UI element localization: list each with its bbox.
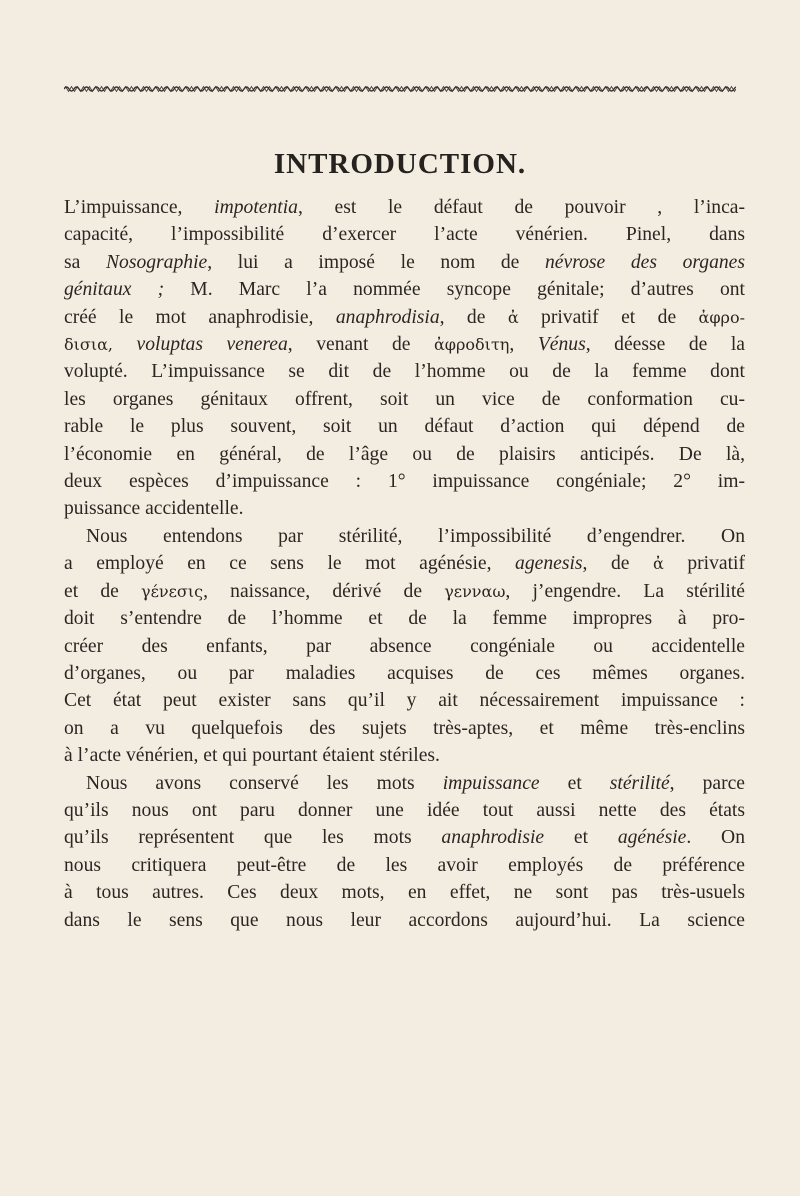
greek-word: ἀφροδιτη (434, 335, 510, 355)
italic-term: agenesis (515, 553, 583, 575)
greek-word: δισια, (64, 335, 113, 355)
text-run: a employé en ce sens le mot agénésie, (64, 553, 516, 575)
italic-term: anaphrodisie (441, 827, 545, 849)
text-run: et (544, 827, 618, 849)
text-run: à l’acte vénérien, et qui pourtant étaient stériles. (64, 745, 440, 767)
text-run: Nous avons conservé les mots (86, 772, 443, 794)
text-run: . On (686, 827, 745, 849)
text-line (64, 358, 745, 385)
text-run: L’impuissance, (64, 197, 215, 218)
text-run: créé le mot anaphrodisie, (64, 306, 336, 328)
text-run: Nous entendons par stérilité, l’impossibilité d’engendrer. On (86, 525, 745, 547)
italic-term: agénésie (617, 827, 687, 849)
text-run: , j’engendre. La stérilité (505, 580, 745, 602)
text-run: , parce (669, 772, 746, 794)
text-line (64, 633, 745, 660)
text-run: sa (64, 251, 106, 273)
text-run: doit s’entendre de l’homme et de la femme impropres à pro- (64, 608, 745, 630)
text-line (64, 605, 745, 632)
text-run: dans le sens que nous leur accordons aujourd’hui. La science (64, 909, 745, 931)
text-line (64, 687, 745, 714)
text-line (64, 304, 745, 331)
text-line (64, 742, 745, 769)
text-run: M. Marc l’a nommée syncope génitale; d’autres ont (164, 279, 745, 301)
text-run: puissance accidentelle. (64, 498, 244, 520)
text-line (64, 194, 745, 221)
text-line (64, 523, 745, 550)
text-run: privatif (663, 553, 746, 575)
text-run: volupté. L’impuissance se dit de l’homme ou de la femme dont (64, 361, 745, 383)
text-run: on a vu quelquefois des sujets très-aptes, et même très-enclins (64, 717, 745, 739)
italic-term: Nosographie (105, 251, 208, 273)
text-run: rable le plus souvent, soit un défaut d’action qui dépend de (64, 416, 745, 438)
text-line (64, 907, 745, 934)
text-run: à tous autres. Ces deux mots, en effet, ne sont pas très-usuels (64, 882, 745, 904)
greek-word: ἀ (507, 307, 519, 327)
text-run: Cet état peut exister sans qu’il y ait nécessairement impuissance : (64, 690, 745, 712)
text-run: , de (439, 306, 508, 328)
italic-term: impuissance (442, 772, 540, 794)
text-line (64, 578, 745, 605)
greek-word: ἀφρο- (698, 307, 745, 327)
text-run: , naissance, dérivé de (203, 580, 445, 602)
text-run: , de (582, 553, 653, 575)
text-line (64, 468, 745, 495)
text-run: les organes génitaux offrent, soit un vice de conformation cu- (64, 388, 745, 410)
text-run: et de (64, 580, 142, 602)
text-run: privatif et de (518, 306, 699, 328)
italic-term: génitaux ; (64, 279, 165, 301)
text-run: qu’ils représentent que les mots (64, 827, 442, 849)
greek-word: ἀ (652, 554, 664, 574)
italic-term: Vénus (537, 334, 586, 356)
text-line (64, 770, 745, 797)
text-run: , déesse de la (585, 334, 745, 356)
text-run: l’économie en général, de l’âge ou de plaisirs anticipés. De là, (64, 443, 745, 465)
text-run: deux espèces d’impuissance : 1° impuissance congéniale; 2° im- (64, 471, 745, 493)
text-run (113, 334, 137, 355)
text-line (64, 441, 745, 468)
text-run: , (509, 334, 538, 356)
text-run: capacité, l’impossibilité d’exercer l’acte vénérien. Pinel, dans (64, 224, 745, 246)
italic-term: voluptas venerea (136, 334, 288, 356)
italic-term: névrose des organes (545, 251, 745, 273)
text-line (64, 660, 745, 687)
text-line (64, 386, 745, 413)
text-run: qu’ils nous ont paru donner une idée tout aussi nette des états (64, 799, 745, 821)
text-line (64, 824, 745, 851)
text-run: et (539, 772, 610, 794)
text-run: , lui a imposé le nom de (207, 251, 545, 273)
greek-word: γενναω (444, 581, 506, 601)
text-line (64, 221, 745, 248)
text-line (64, 495, 745, 522)
text-line (64, 852, 745, 879)
text-run: créer des enfants, par absence congéniale ou accidentelle (64, 635, 745, 657)
text-line (64, 249, 745, 276)
text-line (64, 797, 745, 824)
text-run: , est le défaut de pouvoir , l’inca- (297, 197, 745, 218)
text-run: d’organes, ou par maladies acquises de ces mêmes organes. (64, 662, 745, 684)
text-line (64, 715, 745, 742)
greek-word: γένεσις (141, 581, 204, 601)
page-title: INTRODUCTION. (273, 148, 527, 180)
text-line (64, 331, 745, 358)
body-text (64, 194, 745, 934)
italic-term: impotentia (214, 197, 298, 218)
wavy-rule-ornament (64, 84, 736, 94)
text-line (64, 879, 745, 906)
text-line (64, 276, 745, 303)
text-line (64, 550, 745, 577)
italic-term: stérilité (609, 772, 670, 794)
italic-term: anaphrodisia (335, 306, 440, 328)
text-run: , venant de (287, 334, 434, 356)
text-line (64, 413, 745, 440)
text-run: nous critiquera peut-être de les avoir employés de préférence (64, 854, 745, 876)
